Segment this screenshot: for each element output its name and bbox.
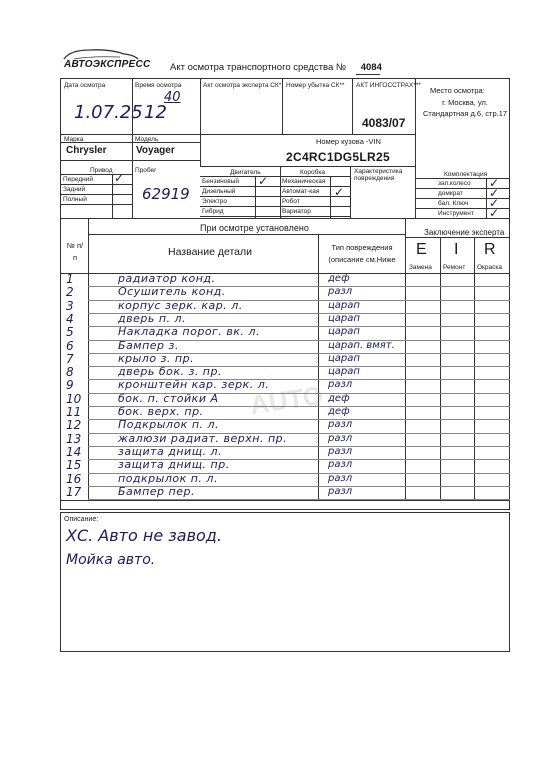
row-number: 11 <box>66 405 82 419</box>
ingosstrakh-act-value: 4083/07 <box>362 116 406 130</box>
row-number: 1 <box>66 272 74 286</box>
gearbox-item-line-3 <box>280 216 350 217</box>
gearbox-item-1: Автомат-кая <box>282 188 320 195</box>
engine-item-3: Гибрид <box>202 208 224 215</box>
drive-item-2: Полный <box>63 196 87 203</box>
vin-value: 2C4RC1DG5LR25 <box>286 150 390 164</box>
col-i-header: I <box>454 241 459 258</box>
col-i-sub: Ремонт <box>443 264 466 271</box>
col-num-header: № п/п <box>66 241 84 262</box>
damage-type: разл <box>328 286 353 298</box>
col-r-sub: Окраска <box>477 264 502 271</box>
engine-item-line-3 <box>200 216 280 217</box>
drive-item-0: Передний <box>63 176 94 183</box>
part-name: жалюзи радиат. верхн. пр. <box>118 431 288 445</box>
col-type-header: Тип повреждения (описание см.Ниже <box>328 243 396 264</box>
row-number: 6 <box>66 338 74 353</box>
part-name: Бампер з. <box>118 338 179 352</box>
drive-item-1: Задний <box>63 186 86 193</box>
section-title: При осмотре установлено <box>200 223 309 233</box>
gearbox-item-0: Механическая <box>282 178 326 185</box>
place-label: Место осмотра: <box>430 86 485 95</box>
place-value: г. Москва, ул. Стандартная д.6, стр.17 <box>422 98 508 118</box>
gearbox-auto-check: ✓ <box>334 185 345 199</box>
expert-act-label: Акт осмотра эксперта СК* <box>203 82 282 89</box>
damage-type: разл <box>328 419 353 431</box>
row-number: 4 <box>66 311 74 326</box>
part-name: бок. п. стойки А <box>118 391 219 405</box>
row-number: 7 <box>66 351 74 366</box>
part-name: корпус зерк. кар. л. <box>118 298 243 312</box>
ingosstrakh-act-label: АКТ ИНГОССТРАХ*** <box>356 82 421 89</box>
engine-item-1: Дизельный <box>202 188 236 195</box>
damage-type: разл <box>328 485 353 497</box>
row-number: 9 <box>66 378 74 393</box>
page-title: Акт осмотра транспортного средства № 4084 <box>170 62 382 73</box>
drive-title: Привод <box>90 167 113 174</box>
row-number: 15 <box>66 458 82 473</box>
damage-char-title: Характеристика повреждения <box>354 168 403 182</box>
damage-type: царап <box>328 366 360 378</box>
damage-type: разл <box>328 459 353 471</box>
engine-item-line-1 <box>200 196 280 197</box>
col-part-header: Название детали <box>168 246 252 258</box>
description-label: Описание: <box>64 516 99 523</box>
damage-type: деф <box>328 406 350 417</box>
col-e-sub: Замена <box>409 264 432 271</box>
engine-item-2: Электро <box>202 198 227 205</box>
damage-type: разл <box>328 472 353 484</box>
damage-type: деф <box>328 392 350 404</box>
inspection-time-label: Время осмотра <box>135 82 182 89</box>
damage-type: царап <box>328 352 360 364</box>
part-name: подкрылок п. л. <box>118 471 218 485</box>
damage-type: разл <box>328 445 353 457</box>
inspection-date-value: 1.07.25 <box>74 102 143 123</box>
part-name: Осушитель конд. <box>118 285 226 299</box>
col-r-header: R <box>484 241 496 258</box>
row-number: 10 <box>66 391 82 406</box>
drive-front-check: ✓ <box>114 171 125 185</box>
row-number: 12 <box>66 418 82 433</box>
row-number: 8 <box>66 365 74 380</box>
vin-label: Номер кузова -VIN <box>316 137 381 146</box>
gearbox-item-2: Робот <box>282 198 300 205</box>
logo-text: АВТОЭКСПРЕСС <box>64 59 151 70</box>
row-number: 2 <box>66 285 74 300</box>
description-line2: Мойка авто. <box>66 552 156 568</box>
drive-item-line-1 <box>60 194 132 195</box>
inspection-time-minutes: 40 <box>164 90 181 105</box>
model-value: Voyager <box>136 145 175 156</box>
part-name: крыло з. пр. <box>118 351 195 365</box>
damage-type: разл <box>328 379 353 391</box>
inspection-time-hours: 12 <box>144 102 167 123</box>
part-name: бок. верх. пр. <box>118 405 204 418</box>
gearbox-title: Коробка <box>300 169 325 176</box>
row-number: 3 <box>66 298 74 313</box>
inspection-date-label: Дата осмотра <box>64 82 106 89</box>
equip-key-check: ✓ <box>489 196 500 210</box>
equipment-title: Комплектация <box>444 171 488 178</box>
equipment-item-0: зап.колесо <box>438 180 471 187</box>
part-name: Подкрылок п. л. <box>118 418 220 432</box>
equip-tools-check: ✓ <box>489 206 500 220</box>
damage-type: деф <box>328 273 350 284</box>
part-name: Бампер пер. <box>118 484 195 498</box>
part-name: кронштейн кар. зерк. л. <box>118 378 270 392</box>
mileage-value: 62919 <box>142 185 190 203</box>
row-number: 13 <box>66 431 82 446</box>
engine-item-0: Бензиновый <box>202 178 240 185</box>
loss-number-label: Номер убытка СК** <box>286 82 345 89</box>
part-name: защита днищ. л. <box>118 444 223 458</box>
row-number: 5 <box>66 325 74 340</box>
gearbox-item-3: Вариатор <box>282 208 311 215</box>
equip-spare-check: ✓ <box>489 176 500 190</box>
conclusion-title: Заключение эксперта <box>424 228 505 237</box>
mileage-label: Пробег <box>135 167 157 174</box>
equipment-item-2: бал. Ключ <box>438 200 469 207</box>
make-value: Chrysler <box>66 145 107 156</box>
part-name: Накладка порог. вк. л. <box>118 325 260 339</box>
equipment-item-1: домкрат <box>438 190 463 197</box>
damage-type: разл <box>328 432 353 444</box>
part-name: радиатор конд. <box>118 272 216 285</box>
gearbox-item-line-2 <box>280 206 350 207</box>
make-label: Марка <box>64 136 84 143</box>
row-number: 16 <box>66 471 82 486</box>
equip-jack-check: ✓ <box>489 186 500 200</box>
engine-title: Двигатель <box>230 169 261 176</box>
part-name: защита днищ. пр. <box>118 458 230 472</box>
company-logo <box>60 48 151 70</box>
act-number: 4084 <box>360 62 382 73</box>
engine-petrol-check: ✓ <box>258 174 269 188</box>
damage-type: царап <box>328 299 360 311</box>
watermark: AUTO <box>248 380 325 420</box>
description-line1: ХС. Авто не завод. <box>66 526 222 545</box>
damage-type: царап <box>328 312 360 324</box>
drive-item-line-2 <box>60 204 132 205</box>
part-name: дверь п. л. <box>118 311 187 325</box>
damage-type: царап <box>328 326 360 338</box>
model-label: Модель <box>135 136 159 143</box>
equipment-item-3: Инструмент <box>438 210 474 217</box>
part-name: дверь бок. з. пр. <box>118 365 222 379</box>
damage-type: царап. вмят. <box>328 339 395 351</box>
col-e-header: E <box>416 241 427 258</box>
engine-item-line-2 <box>200 206 280 207</box>
row-number: 17 <box>66 484 82 499</box>
row-number: 14 <box>66 444 82 459</box>
